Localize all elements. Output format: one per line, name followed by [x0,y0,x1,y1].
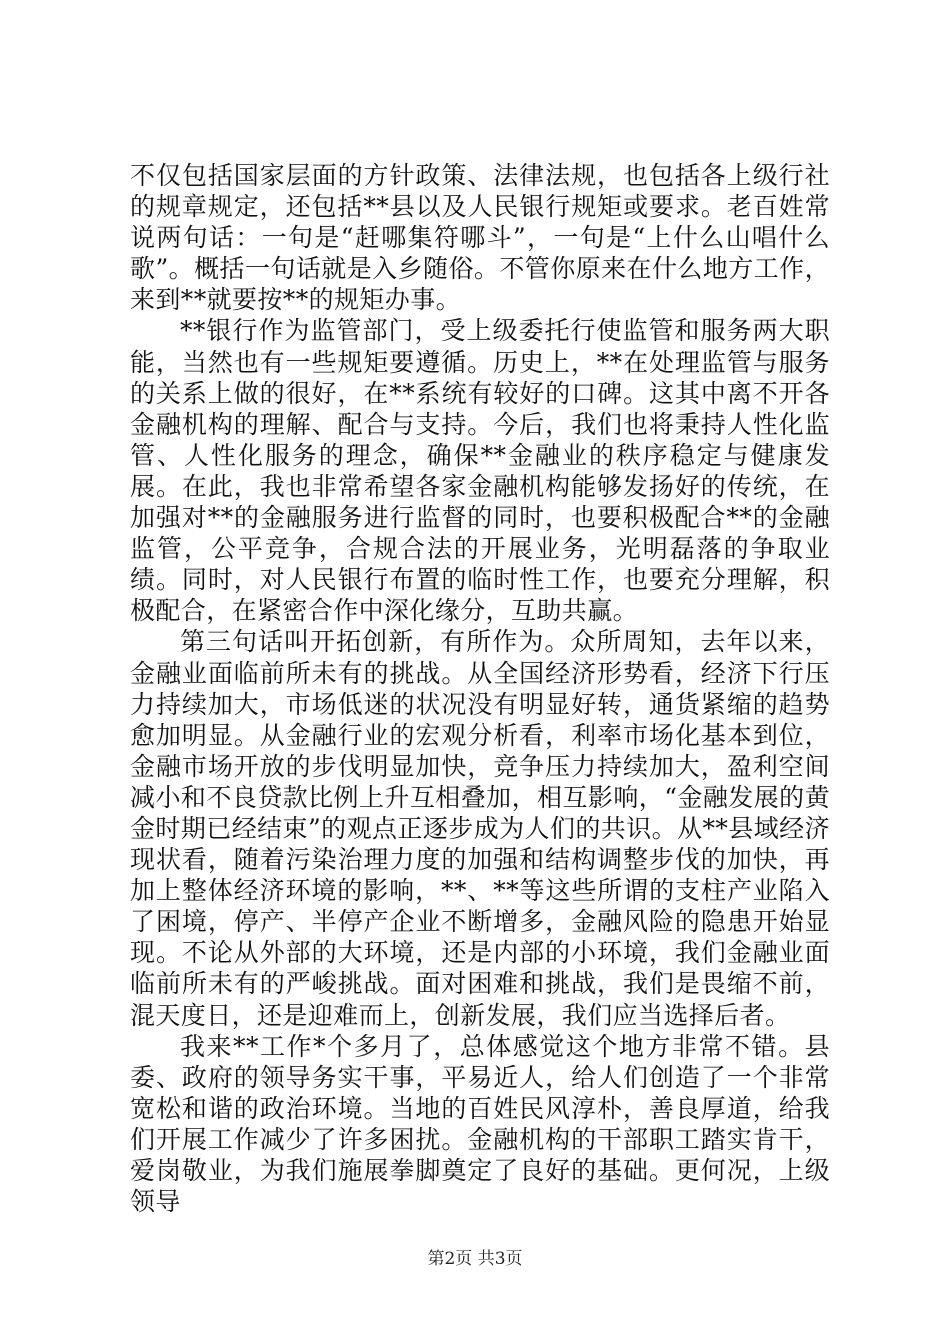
paragraph-innovation: 第三句话叫开拓创新，有所作为。众所周知，去年以来，金融业面临前所未有的挑战。从全国经济形势看，经济下行压力持续加大，市场低迷的状况没有明显好转，通货紧缩的趋势愈加明显。从金融行业的宏观分析看，利率市场化基本到位，金融市场开放的步伐明显加快，竞争压力持续加大，盈利空间减小和不良贷款比例上升互相叠加，相互影响，“金融发展的黄金时期已经结束”的观点正逐步成为人们的共识。从**县域经济现状看，随着污染治理力度的加强和结构调整步伐的加快，再加上整体经济环境的影响，**、**等这些所谓的支柱产业陷入了困境，停产、半停产企业不断增多，金融风险的隐患开始显现。不论从外部的大环境，还是内部的小环境，我们金融业面临前所未有的严峻挑战。面对困难和挑战，我们是畏缩不前，混天度日，还是迎难而上，创新发展，我们应当选择后者。 [130,627,830,1030]
document-body [130,160,830,1217]
paragraph-bank-supervision: **银行作为监管部门，受上级委托行使监管和服务两大职能，当然也有一些规矩要遵循。历史上，**在处理监管与服务的关系上做的很好，在**系统有较好的口碑。这其中离不开各金融机构的理解、配合与支持。今后，我们也将秉持人性化监管、人性化服务的理念，确保**金融业的秩序稳定与健康发展。在此，我也非常希望各家金融机构能够发扬好的传统，在加强对**的金融服务进行监督的同时，也要积极配合**的金融监管，公平竞争，合规合法的开展业务，光明磊落的争取业绩。同时，对人民银行布置的临时性工作，也要充分理解，积极配合，在紧密合作中深化缘分，互助共赢。 [130,316,830,626]
paragraph-local-impression: 我来**工作*个多月了，总体感觉这个地方非常不错。县委、政府的领导务实干事，平易近人，给人们创造了一个非常宽松和谐的政治环境。当地的百姓民风淳朴，善良厚道，给我们开展工作减少了许多困扰。金融机构的干部职工踏实肯干，爱岗敬业，为我们施展拳脚奠定了良好的基础。更何况，上级领导 [130,1031,830,1217]
page-number-footer: 第2页 共3页 [427,1249,523,1269]
paragraph-continuation: 不仅包括国家层面的方针政策、法律法规，也包括各上级行社的规章规定，还包括**县以及人民银行规矩或要求。老百姓常说两句话：一句是“赶哪集符哪斗”，一句是“上什么山唱什么歌”。概括一句话就是入乡随俗。不管你原来在什么地方工作，来到**就要按**的规矩办事。 [130,161,830,315]
